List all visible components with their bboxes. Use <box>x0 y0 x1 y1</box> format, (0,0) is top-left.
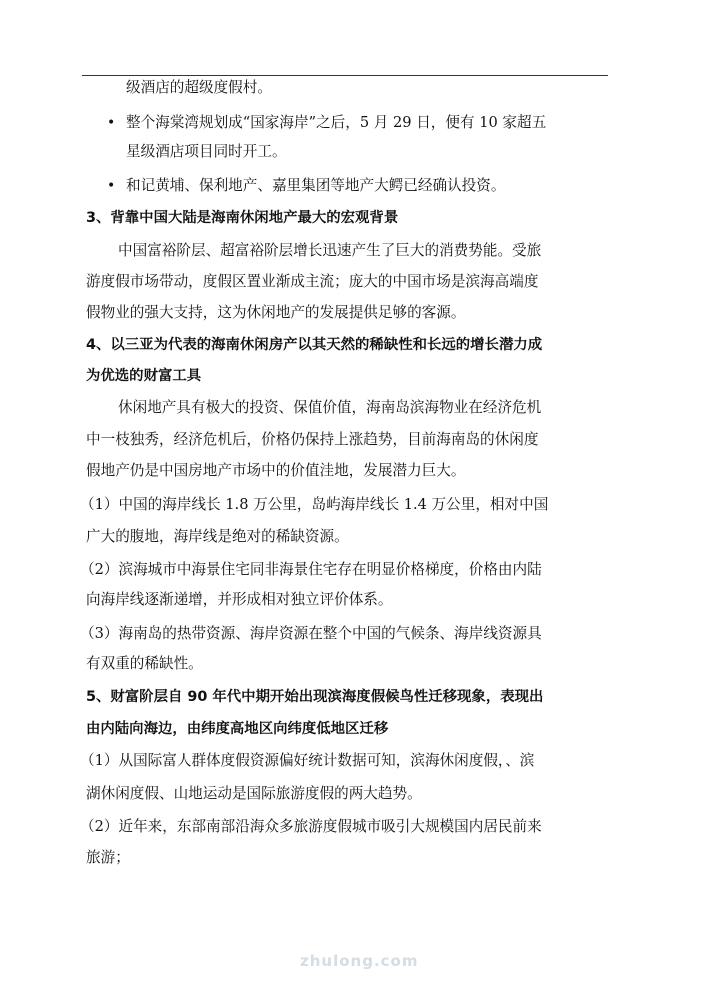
text-line: （2）近年来，东部南部沿海众多旅游度假城市吸引大规模国内居民前来 <box>80 818 542 835</box>
text-line: （3）海南岛的热带资源、海岸资源在整个中国的气候条、海岸线资源具 <box>80 625 542 642</box>
text-line: 假物业的强大支持，这为休闲地产的发展提供足够的客源。 <box>86 304 466 321</box>
section-heading: 为优选的财富工具 <box>86 368 202 384</box>
text-line: 假地产仍是中国房地产市场中的价值洼地，发展潜力巨大。 <box>86 462 466 479</box>
text-line: 湖休闲度假、山地运动是国际旅游度假的两大趋势。 <box>86 785 422 802</box>
text-line: （1）中国的海岸线长 1.8 万公里，岛屿海岸线长 1.4 万公里，相对中国 <box>80 496 549 513</box>
text-line: 休闲地产具有极大的投资、保值价值，海南岛滨海物业在经济危机 <box>118 399 542 416</box>
bullet-icon: • <box>107 115 116 131</box>
text-line: 级酒店的超级度假村。 <box>126 79 272 96</box>
section-heading: 5、财富阶层自 90 年代中期开始出现滨海度假候鸟性迁移现象，表现出 <box>86 689 544 705</box>
footer-watermark: zhulong.com <box>300 952 419 970</box>
bullet-icon: • <box>107 178 116 194</box>
text-line: 游度假市场带动，度假区置业渐成主流；庞大的中国市场是滨海高端度 <box>86 273 539 290</box>
section-heading: 4、以三亚为代表的海南休闲房产以其天然的稀缺性和长远的增长潜力成 <box>86 337 543 353</box>
text-line: （1）从国际富人群体度假资源偏好统计数据可知，滨海休闲度假，、滨 <box>80 752 535 769</box>
text-line: 有双重的稀缺性。 <box>86 655 203 672</box>
header-rule <box>82 75 608 76</box>
text-line: 向海岸线逐渐递增，并形成相对独立评价体系。 <box>86 591 393 608</box>
section-heading: 3、背靠中国大陆是海南休闲地产最大的宏观背景 <box>86 210 399 226</box>
text-line: 广大的腹地，海岸线是绝对的稀缺资源。 <box>86 528 349 545</box>
section-heading: 由内陆向海边，由纬度高地区向纬度低地区迁移 <box>86 721 389 737</box>
text-line: 中国富裕阶层、超富裕阶层增长迅速产生了巨大的消费势能。受旅 <box>118 242 542 259</box>
text-line: 和记黄埔、保利地产、嘉里集团等地产大鳄已经确认投资。 <box>126 177 506 194</box>
text-line: 中一枝独秀，经济危机后，价格仍保持上涨趋势，目前海南岛的休闲度 <box>86 431 539 448</box>
text-line: 整个海棠湾规划成“国家海岸”之后，5 月 29 日，便有 10 家超五 <box>126 114 547 131</box>
text-line: 星级酒店项目同时开工。 <box>126 143 287 160</box>
text-line: 旅游； <box>86 849 130 866</box>
text-line: （2）滨海城市中海景住宅同非海景住宅存在明显价格梯度，价格由内陆 <box>80 561 542 578</box>
